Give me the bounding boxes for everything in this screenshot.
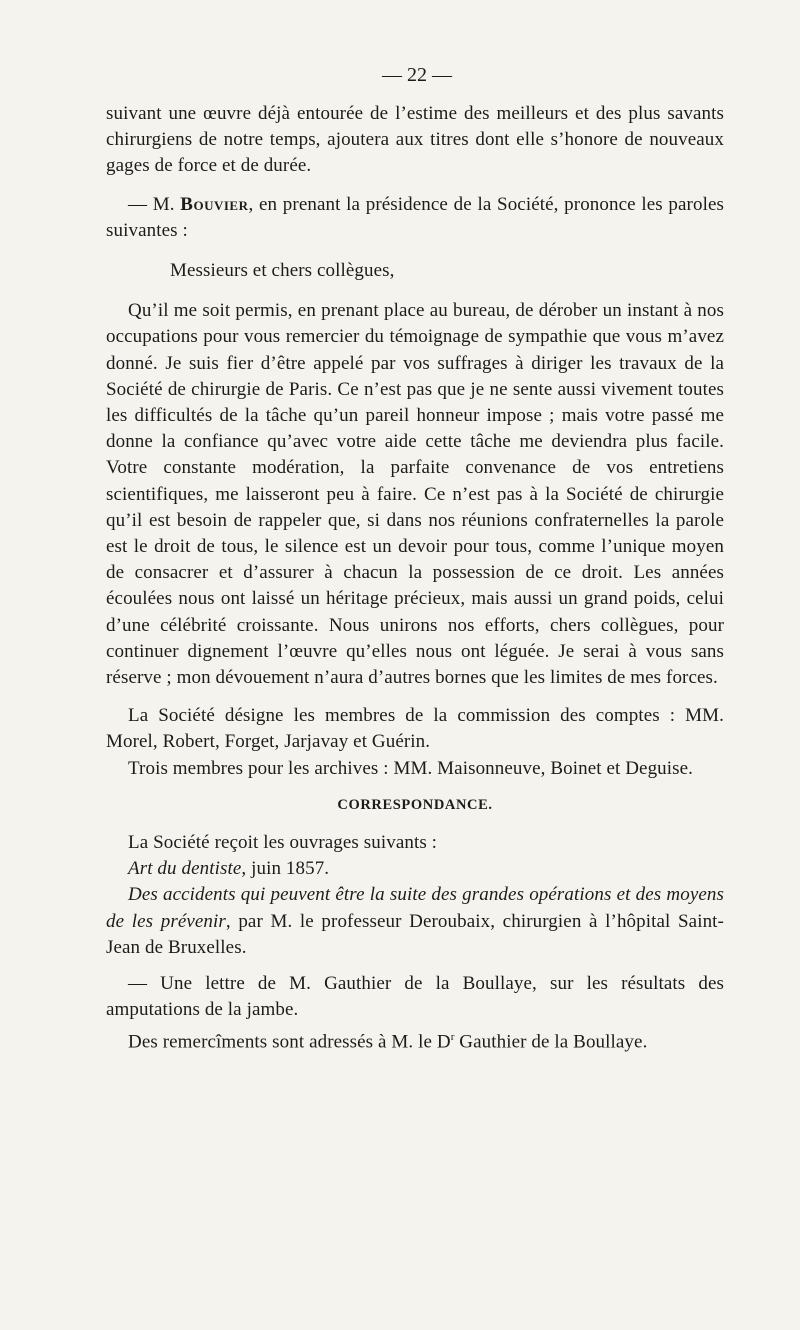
page-body xyxy=(106,101,724,1055)
work-item-1 xyxy=(106,856,724,882)
salutation: Messieurs et chers collègues, xyxy=(170,260,395,282)
work-title-2: Des accidents qui peuvent être la suite des grandes opérations et des moyens de les prévenir xyxy=(106,884,724,932)
archives-paragraph: Trois membres pour les archives : MM. Maisonneuve, Boinet et Deguise. xyxy=(128,757,694,779)
paragraph-bouvier xyxy=(106,192,724,244)
paragraph-bouvier-prefix: — M. xyxy=(128,193,181,215)
letter-item: — Une lettre de M. Gauthier de la Boullaye, sur les résultats des amputations de la jambe. xyxy=(106,973,724,1021)
paragraph-continuation: suivant une œuvre déjà entourée de l’estime des meilleurs et des plus savants chirurgiens de notre temps, ajoutera aux titres dont elle s’honore de nouveaux gages de force et de durée. xyxy=(106,103,724,177)
thanks-superscript: r xyxy=(450,1030,455,1043)
thanks-text-b: Gauthier de la Boullaye. xyxy=(454,1030,648,1052)
thanks-text-a: Des remercîments sont adressés à M. le D xyxy=(128,1030,451,1052)
commission-paragraph: La Société désigne les membres de la commission des comptes : MM. Morel, Robert, Forget, Jarjavay et Guérin. xyxy=(106,705,724,753)
page-number: — 22 — xyxy=(382,64,452,86)
correspondence-intro: La Société reçoit les ouvrages suivants : xyxy=(128,832,438,854)
section-heading: CORRESPONDANCE. xyxy=(337,796,493,813)
speech-paragraph: Qu’il me soit permis, en prenant place au bureau, de dérober un instant à nos occupations pour vous remercier du témoignage de sympathie que vous m’avez donné. Je suis fier d’être appelé par vos suffrages à diriger les travaux de la Société de chirurgie de Paris. Ce n’est pas que je ne sente aussi vivement toutes les difficultés de la tâche qu’un pareil honneur impose ; mais votre passé me donne la confiance qu’avec votre aide cette tâche me deviendra plus facile. Votre constante modération, la parfaite convenance de vos entretiens scientifiques, me laisseront peu à faire. Ce n’est pas à la Société de chirurgie qu’il est besoin de rappeler que, si dans nos réunions confraternelles la parole est le droit de tous, le silence est un devoir pour tous, comme l’unique moyen de consacrer et d’assurer à chacun la possession de ce droit. Les années écoulées nous ont laissé un héritage précieux, mais aussi un grand poids, celui d’une célébrité croissante. Nous unirons nos efforts, chers collègues, pour continuer dignement l’œuvre qu’elles nous ont léguée. Je serai à vous sans réserve ; mon dévouement n’aura d’autres bornes que les limites de mes forces. xyxy=(106,300,724,689)
work-details-2: , par M. le professeur Deroubaix, chirurgien à l’hôpital Saint-Jean de Bruxelles. xyxy=(106,910,724,958)
work-details-1: , juin 1857. xyxy=(241,858,330,880)
thanks-line xyxy=(106,1024,724,1056)
paragraph-bouvier-rest: , en prenant la présidence de la Société, prononce les paroles suivantes : xyxy=(106,193,724,241)
speaker-name: Bouvier xyxy=(180,193,249,215)
work-item-2 xyxy=(106,882,724,961)
work-title-1: Art du dentiste xyxy=(128,858,242,880)
